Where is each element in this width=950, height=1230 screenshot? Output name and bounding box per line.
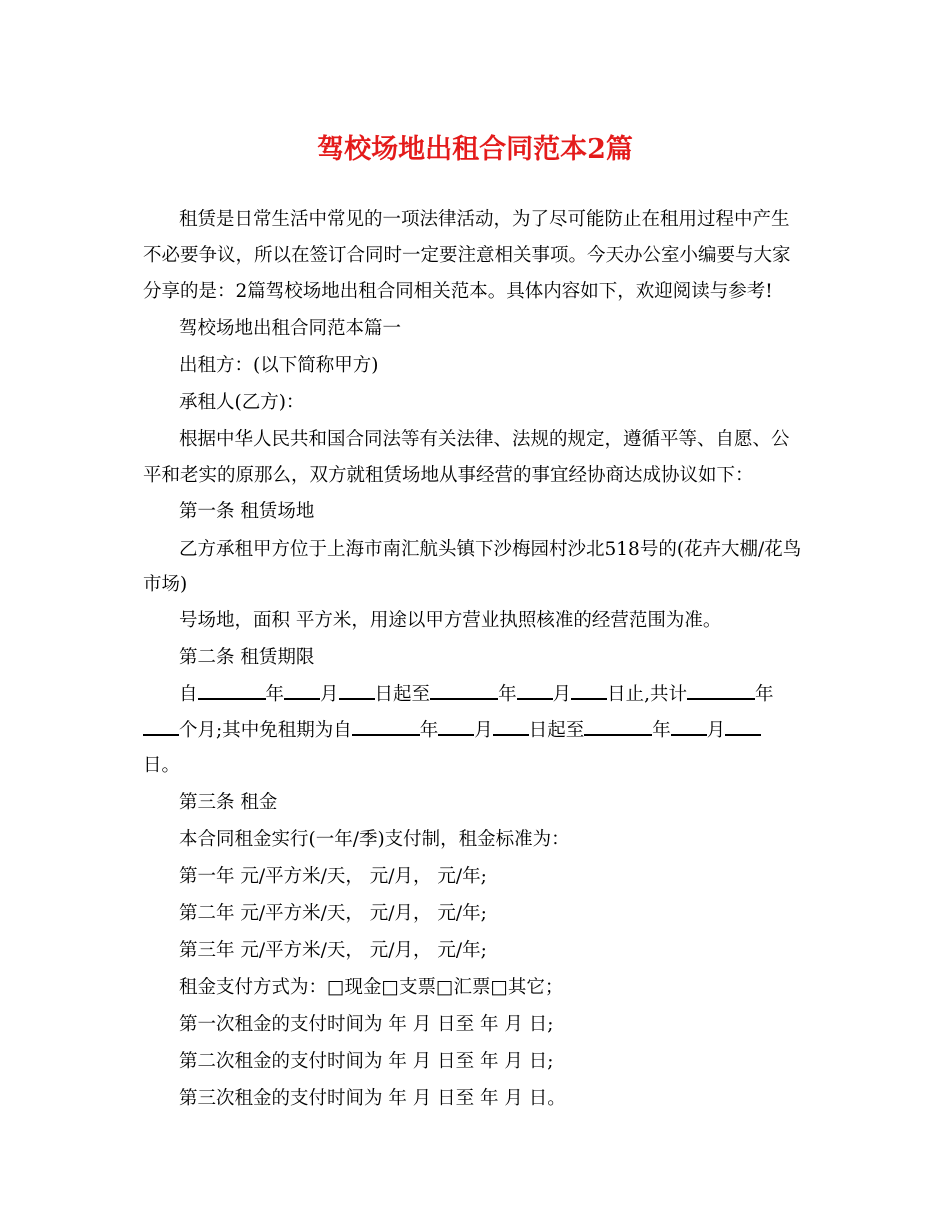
lease-term-line-3: 日。 — [143, 755, 181, 776]
term-year-label: 年 — [498, 684, 517, 705]
preamble-line-1: 根据中华人民共和国合同法等有关法律、法规的规定，遵循平等、自愿、公 — [179, 429, 790, 450]
lessor-line: 出租方：(以下简称甲方) — [179, 355, 379, 376]
blank-field — [493, 717, 529, 736]
term-year-label: 年 — [652, 720, 671, 741]
rent-rate-year-1: 第一年 元/平方米/天， 元/月， 元/年; — [179, 866, 487, 887]
term-year-label: 年 — [419, 720, 439, 741]
rent-rate-year-2: 第二年 元/平方米/天， 元/月， 元/年; — [179, 903, 487, 924]
payment-time-1: 第一次租金的支付时间为 年 月 日至 年 月 日; — [179, 1014, 554, 1035]
payment-method-line: 租金支付方式为：□现金□支票□汇票□其它； — [179, 977, 564, 998]
payment-time-2: 第二次租金的支付时间为 年 月 日至 年 月 日; — [179, 1051, 554, 1072]
lease-term-line-1 — [179, 680, 849, 710]
blank-field — [571, 681, 607, 700]
term-year-label: 年 — [265, 684, 285, 705]
blank-field — [339, 681, 375, 700]
term-month-label: 月 — [706, 720, 726, 741]
intro-line-3: 分享的是：2篇驾校场地出租合同相关范本。具体内容如下，欢迎阅读与参考! — [143, 281, 773, 302]
article-3-heading: 第三条 租金 — [179, 792, 278, 813]
blank-field — [671, 717, 707, 736]
blank-field — [438, 717, 474, 736]
blank-field — [143, 717, 179, 736]
section-heading: 驾校场地出租合同范本篇一 — [179, 318, 402, 339]
article-1-line-2: 市场) — [143, 574, 188, 595]
blank-field — [584, 717, 652, 736]
blank-field — [430, 681, 498, 700]
article-1-line-1: 乙方承租甲方位于上海市南汇航头镇下沙梅园村沙北518号的(花卉大棚/花鸟 — [179, 539, 802, 560]
article-1-heading: 第一条 租赁场地 — [179, 501, 315, 522]
rent-system-line: 本合同租金实行(一年/季)支付制，租金标准为： — [179, 829, 570, 850]
document-title: 驾校场地出租合同范本2篇 — [317, 134, 633, 165]
blank-field — [687, 681, 755, 700]
article-2-heading: 第二条 租赁期限 — [179, 647, 315, 668]
preamble-line-2: 平和老实的原那么，双方就租赁场地从事经营的事宜经协商达成协议如下： — [143, 465, 754, 486]
payment-time-3: 第三次租金的支付时间为 年 月 日至 年 月 日。 — [179, 1088, 566, 1109]
term-day-to-label: 日起至 — [374, 684, 431, 705]
term-day-to-label: 日起至 — [528, 720, 585, 741]
rent-rate-year-3: 第三年 元/平方米/天， 元/月， 元/年; — [179, 940, 487, 961]
blank-field — [198, 681, 266, 700]
blank-field — [284, 681, 320, 700]
term-day-end-total-label: 日止,共计 — [607, 684, 687, 705]
intro-line-2: 不必要争议，所以在签订合同时一定要注意相关事项。今天办公室小编要与大家 — [143, 245, 791, 266]
term-year-label: 年 — [754, 684, 774, 705]
blank-field — [725, 717, 761, 736]
lessee-line: 承租人(乙方)： — [179, 392, 305, 413]
blank-field — [352, 717, 420, 736]
term-months-exempt-label: 个月;其中免租期为自 — [179, 720, 352, 741]
term-month-label: 月 — [552, 684, 572, 705]
lease-term-line-2 — [143, 716, 813, 746]
term-month-label: 月 — [320, 684, 339, 705]
intro-line-1: 租赁是日常生活中常见的一项法律活动，为了尽可能防止在租用过程中产生 — [179, 209, 790, 230]
blank-field — [517, 681, 553, 700]
term-from-label: 自 — [179, 684, 198, 705]
term-month-label: 月 — [474, 720, 493, 741]
article-1-line-3: 号场地，面积 平方米，用途以甲方营业执照核准的经营范围为准。 — [179, 610, 722, 631]
